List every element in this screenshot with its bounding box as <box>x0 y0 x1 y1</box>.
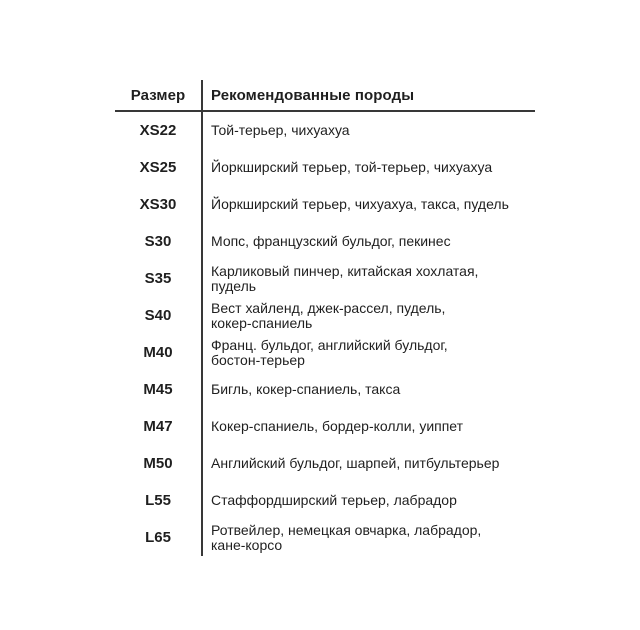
breeds-value: Ротвейлер, немецкая овчарка, лабрадор, кане-корсо <box>211 521 482 553</box>
table-header-row <box>115 80 535 112</box>
breeds-cell <box>201 297 535 334</box>
table-row <box>115 371 535 408</box>
size-value: S30 <box>144 233 172 250</box>
table-row <box>115 186 535 223</box>
table-row <box>115 445 535 482</box>
size-value: XS25 <box>139 159 177 176</box>
table-row <box>115 334 535 371</box>
breeds-cell <box>201 112 535 149</box>
size-value: M40 <box>143 344 173 361</box>
size-value: M45 <box>143 381 173 398</box>
table-row <box>115 149 535 186</box>
table-body <box>115 112 535 556</box>
breeds-value: Мопс, французский бульдог, пекинес <box>211 233 451 249</box>
breeds-value: Йоркширский терьер, чихуахуа, такса, пудель <box>211 196 509 212</box>
breeds-cell <box>201 371 535 408</box>
breeds-value: Стаффордширский терьер, лабрадор <box>211 492 457 508</box>
breeds-cell <box>201 408 535 445</box>
size-value: XS22 <box>139 122 177 139</box>
size-value: XS30 <box>139 196 177 213</box>
breeds-column-header: Рекомендованные породы <box>201 80 535 110</box>
breeds-value: Вест хайленд, джек-рассел, пудель, кокер-спаниель <box>211 299 446 331</box>
breeds-cell <box>201 186 535 223</box>
size-value: S35 <box>144 270 172 287</box>
size-value: L55 <box>145 492 171 509</box>
breeds-value: Той-терьер, чихуахуа <box>211 122 350 138</box>
size-table <box>115 80 535 556</box>
breeds-cell <box>201 482 535 519</box>
table-row <box>115 223 535 260</box>
breeds-value: Йоркширский терьер, той-терьер, чихуахуа <box>211 159 493 175</box>
size-column-header: Размер <box>130 86 186 104</box>
size-value: S40 <box>144 307 172 324</box>
breeds-cell <box>201 445 535 482</box>
table-row <box>115 297 535 334</box>
breeds-value: Франц. бульдог, английский бульдог, бостон-терьер <box>211 336 448 368</box>
table-row <box>115 408 535 445</box>
table-row <box>115 260 535 297</box>
breeds-value: Карликовый пинчер, китайская хохлатая, пудель <box>211 262 479 294</box>
size-value: M50 <box>143 455 173 472</box>
breeds-cell <box>201 149 535 186</box>
size-value: M47 <box>143 418 173 435</box>
breeds-value: Кокер-спаниель, бордер-колли, уиппет <box>211 418 464 434</box>
breeds-value: Бигль, кокер-спаниель, такса <box>211 381 401 397</box>
breeds-cell <box>201 260 535 297</box>
breeds-cell <box>201 223 535 260</box>
breeds-cell <box>201 519 535 556</box>
table-row <box>115 482 535 519</box>
breeds-value: Английский бульдог, шарпей, питбультерьер <box>211 455 500 471</box>
table-row <box>115 112 535 149</box>
breeds-cell <box>201 334 535 371</box>
size-value: L65 <box>145 529 171 546</box>
table-row <box>115 519 535 556</box>
